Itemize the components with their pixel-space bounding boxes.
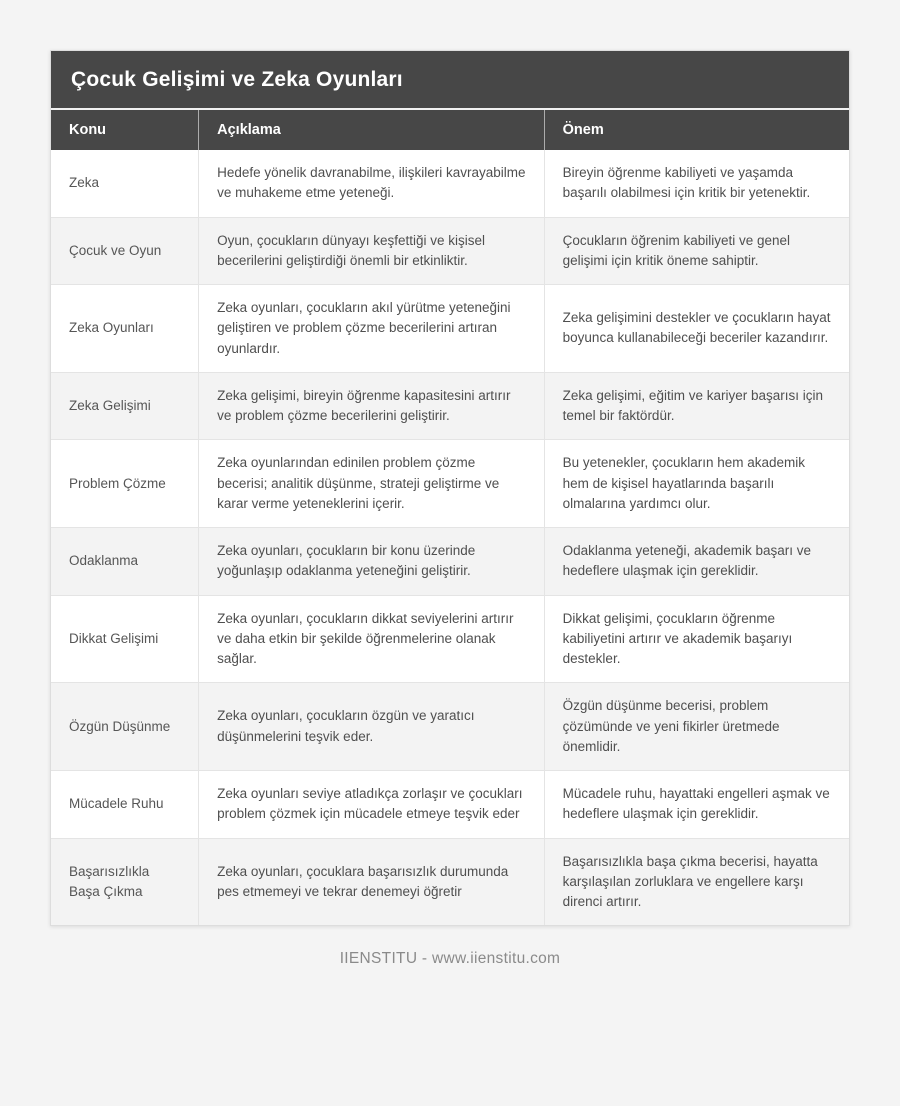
table-header-row [51, 110, 849, 150]
description-cell: Zeka oyunları seviye atladıkça zorlaşır ve çocukları problem çözmek için mücadele etmeye teşvik eder [199, 771, 545, 839]
description-cell: Zeka oyunları, çocukların özgün ve yaratıcı düşünmelerini teşvik eder. [199, 683, 545, 771]
description-cell: Zeka oyunlarından edinilen problem çözme becerisi; analitik düşünme, strateji geliştirme ve karar verme yeteneklerini içerir. [199, 440, 545, 528]
topic-cell: Odaklanma [51, 528, 199, 596]
topic-cell: Mücadele Ruhu [51, 771, 199, 839]
table-body [51, 150, 849, 925]
topic-cell: Problem Çözme [51, 440, 199, 528]
table-row [51, 683, 849, 771]
importance-cell: Odaklanma yeteneği, akademik başarı ve hedeflere ulaşmak için gereklidir. [544, 528, 849, 596]
table-header [51, 110, 849, 150]
table-row [51, 838, 849, 925]
importance-cell: Bireyin öğrenme kabiliyeti ve yaşamda başarılı olabilmesi için kritik bir yetenektir. [544, 150, 849, 217]
topic-cell: Zeka Gelişimi [51, 372, 199, 440]
column-header-onem: Önem [544, 110, 849, 150]
description-cell: Oyun, çocukların dünyayı keşfettiği ve kişisel becerilerini geliştirdiği önemli bir etkinliktir. [199, 217, 545, 285]
page-title: Çocuk Gelişimi ve Zeka Oyunları [51, 51, 849, 110]
content-card [50, 50, 850, 926]
footer-attribution: IIENSTITU - www.iienstitu.com [339, 950, 561, 968]
table-row [51, 150, 849, 217]
column-header-konu: Konu [51, 110, 199, 150]
importance-cell: Özgün düşünme becerisi, problem çözümünde ve yeni fikirler üretmede önemlidir. [544, 683, 849, 771]
topic-cell: Zeka [69, 175, 100, 191]
topic-cell: Özgün Düşünme [51, 683, 199, 771]
topic-cell: Zeka Oyunları [51, 285, 199, 373]
description-cell: Hedefe yönelik davranabilme, ilişkileri kavrayabilme ve muhakeme etme yeteneği. [199, 150, 545, 217]
importance-cell: Başarısızlıkla başa çıkma becerisi, hayatta karşılaşılan zorluklara ve engellere karşı direnci artırır. [544, 838, 849, 925]
table-row [51, 440, 849, 528]
topic-cell: Başarısızlıkla Başa Çıkma [51, 838, 199, 925]
importance-cell: Dikkat gelişimi, çocukların öğrenme kabiliyetini artırır ve akademik başarıyı destekler. [544, 595, 849, 683]
description-cell: Zeka oyunları, çocukların bir konu üzerinde yoğunlaşıp odaklanma yeteneğini geliştirir. [199, 528, 545, 596]
importance-cell: Zeka gelişimi, eğitim ve kariyer başarısı için temel bir faktördür. [544, 372, 849, 440]
description-cell: Zeka oyunları, çocukların akıl yürütme yeteneğini geliştiren ve problem çözme becerilerini artıran oyunlardır. [199, 285, 545, 373]
table-row [51, 528, 849, 596]
importance-cell: Zeka gelişimini destekler ve çocukların hayat boyunca kullanabileceği beceriler kazandırır. [544, 285, 849, 373]
topic-cell: Dikkat Gelişimi [51, 595, 199, 683]
column-header-aciklama: Açıklama [199, 110, 545, 150]
table-row [51, 372, 849, 440]
description-cell: Zeka gelişimi, bireyin öğrenme kapasitesini artırır ve problem çözme becerilerini geliştirir. [199, 372, 545, 440]
table-row [51, 217, 849, 285]
table-row [51, 595, 849, 683]
topic-cell: Çocuk ve Oyun [51, 217, 199, 285]
importance-cell: Mücadele ruhu, hayattaki engelleri aşmak ve hedeflere ulaşmak için gereklidir. [544, 771, 849, 839]
table-row [51, 285, 849, 373]
table-row [51, 771, 849, 839]
topics-table [51, 110, 849, 925]
importance-cell: Bu yetenekler, çocukların hem akademik hem de kişisel hayatlarında başarılı olmalarına yardımcı olur. [544, 440, 849, 528]
description-cell: Zeka oyunları, çocuklara başarısızlık durumunda pes etmemeyi ve tekrar denemeyi öğretir [199, 838, 545, 925]
importance-cell: Çocukların öğrenim kabiliyeti ve genel gelişimi için kritik öneme sahiptir. [544, 217, 849, 285]
description-cell: Zeka oyunları, çocukların dikkat seviyelerini artırır ve daha etkin bir şekilde öğrenmelerine olanak sağlar. [199, 595, 545, 683]
